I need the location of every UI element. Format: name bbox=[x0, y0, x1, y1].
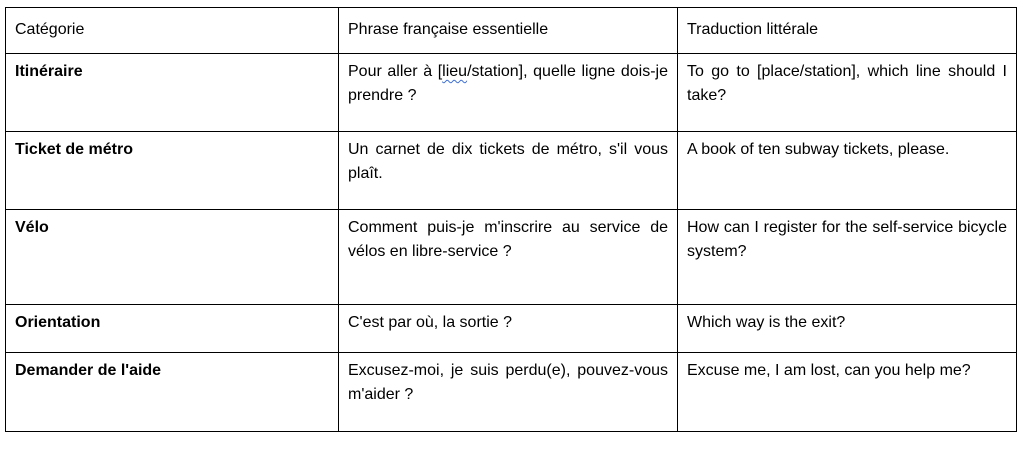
french-phrase-cell: C'est par où, la sortie ? bbox=[339, 305, 678, 353]
french-text-part: Pour aller à [ bbox=[348, 63, 443, 80]
french-phrase-cell: Comment puis-je m'inscrire au service de vélos en libre-service ? bbox=[339, 210, 678, 305]
table-header-row bbox=[6, 8, 1017, 54]
table-row bbox=[6, 54, 1017, 132]
header-french-phrase: Phrase française essentielle bbox=[339, 8, 678, 54]
translation-cell: How can I register for the self-service bicycle system? bbox=[678, 210, 1017, 305]
header-literal-translation: Traduction littérale bbox=[678, 8, 1017, 54]
table-row bbox=[6, 353, 1017, 432]
spellcheck-flagged-word[interactable]: lieu bbox=[442, 63, 468, 80]
table-row bbox=[6, 210, 1017, 305]
category-cell: Vélo bbox=[6, 210, 339, 305]
translation-cell: A book of ten subway tickets, please. bbox=[678, 132, 1017, 210]
phrase-table bbox=[5, 7, 1017, 432]
category-cell: Itinéraire bbox=[6, 54, 339, 132]
table-row bbox=[6, 305, 1017, 353]
category-cell: Demander de l'aide bbox=[6, 353, 339, 432]
translation-cell: Which way is the exit? bbox=[678, 305, 1017, 353]
translation-cell: To go to [place/station], which line should I take? bbox=[678, 54, 1017, 132]
french-text-part: /station], quelle ligne dois-je prendre ? bbox=[348, 63, 668, 104]
category-cell: Ticket de métro bbox=[6, 132, 339, 210]
table-row bbox=[6, 132, 1017, 210]
header-category: Catégorie bbox=[6, 8, 339, 54]
french-phrase-cell: Un carnet de dix tickets de métro, s'il vous plaît. bbox=[339, 132, 678, 210]
french-phrase-cell bbox=[339, 54, 678, 132]
category-cell: Orientation bbox=[6, 305, 339, 353]
translation-cell: Excuse me, I am lost, can you help me? bbox=[678, 353, 1017, 432]
french-phrase-cell: Excusez-moi, je suis perdu(e), pouvez-vous m'aider ? bbox=[339, 353, 678, 432]
